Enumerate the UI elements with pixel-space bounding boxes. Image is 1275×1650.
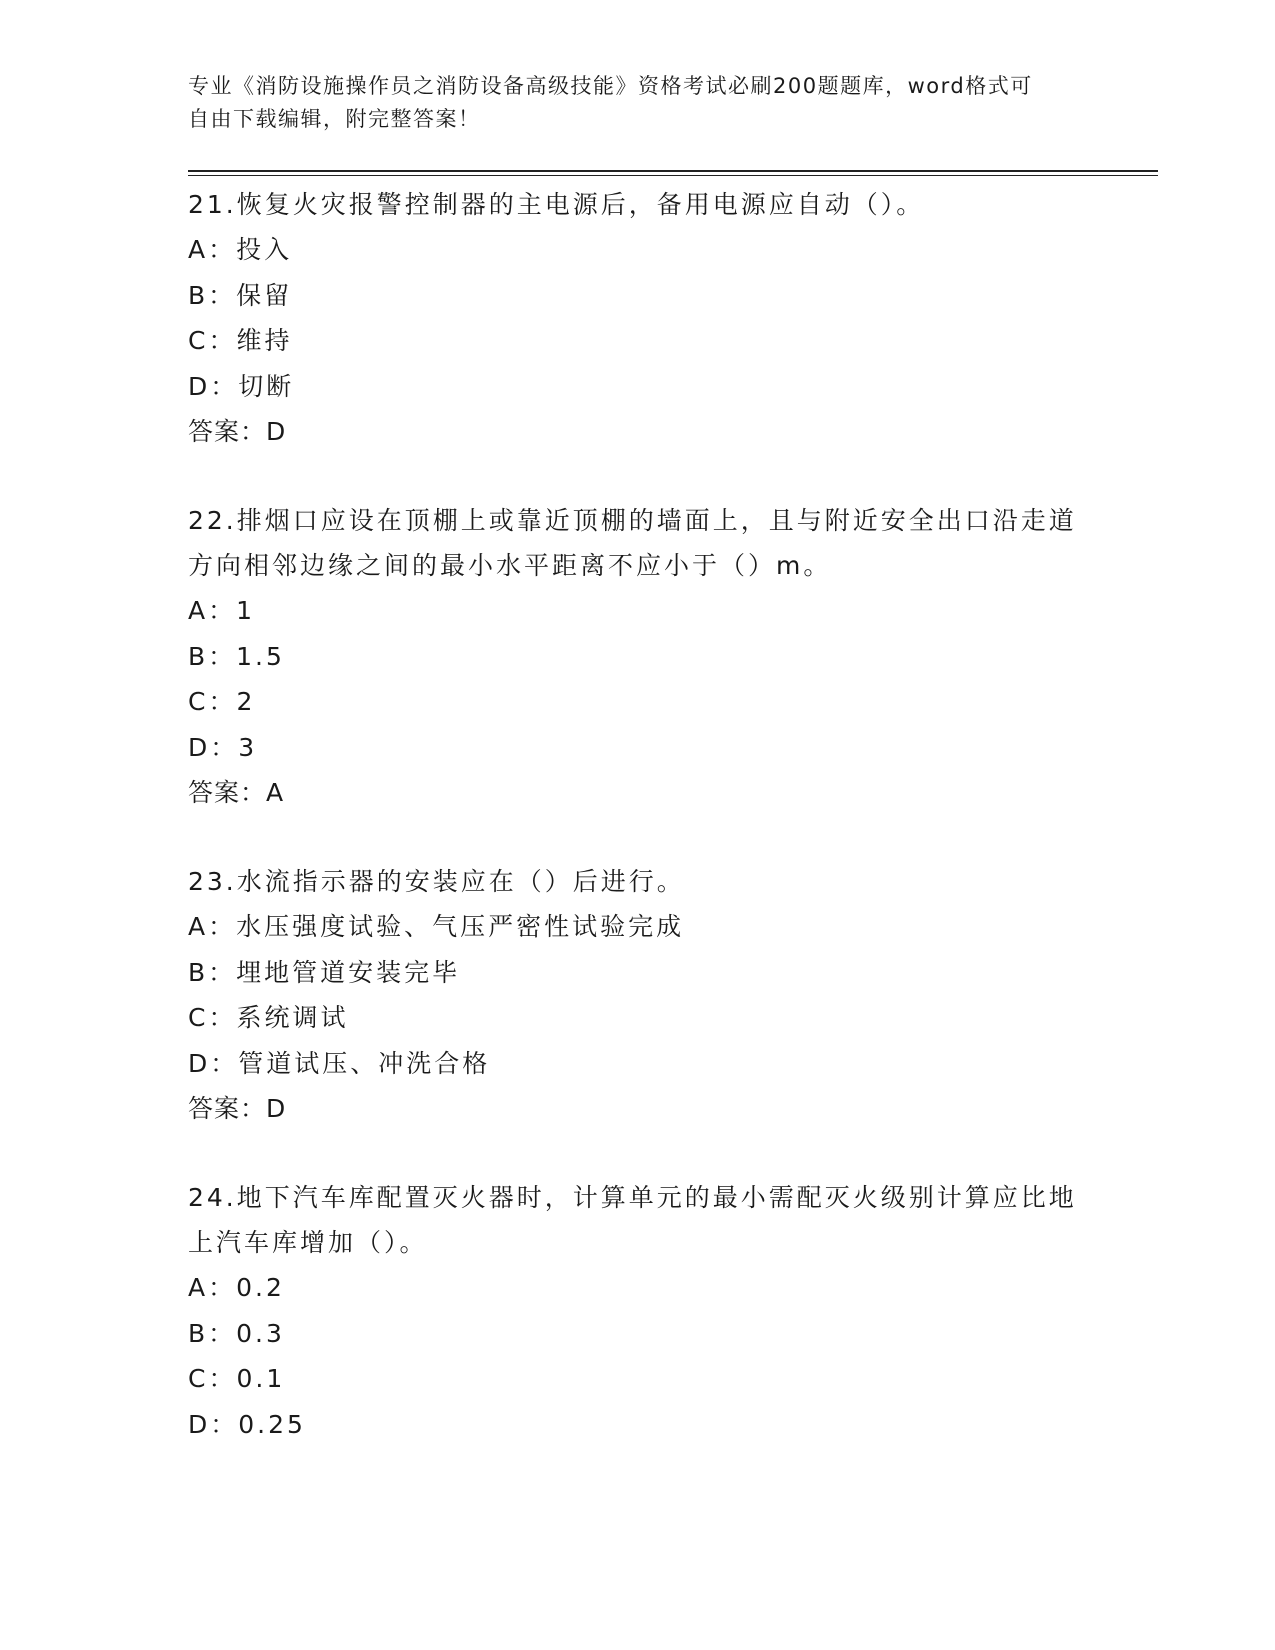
question-stem: 24.地下汽车库配置灭火器时，计算单元的最小需配灭火级别计算应比地上汽车库增加（）。 xyxy=(188,1183,1077,1257)
question-stem: 23.水流指示器的安装应在（）后进行。 xyxy=(188,867,685,896)
option-d xyxy=(188,725,1158,771)
option-text: 切断 xyxy=(238,371,295,401)
question-22 xyxy=(188,498,1158,815)
option-a xyxy=(188,227,1158,273)
option-d xyxy=(188,1402,1158,1448)
option-text: 1.5 xyxy=(236,641,285,671)
option-text: 投入 xyxy=(236,235,293,264)
answer-line: 答案：D xyxy=(188,417,287,446)
option-text: 0.3 xyxy=(236,1318,285,1348)
option-text: 管道试压、冲洗合格 xyxy=(238,1048,491,1078)
option-key: C： xyxy=(188,687,237,716)
option-key: C： xyxy=(188,1003,237,1032)
option-key: A： xyxy=(188,235,237,264)
answer-line: 答案：A xyxy=(188,778,285,807)
option-key: D： xyxy=(188,732,239,762)
option-text: 埋地管道安装完毕 xyxy=(236,957,461,987)
option-text: 0.2 xyxy=(236,1273,285,1302)
question-list xyxy=(188,182,1158,1447)
option-text: 维持 xyxy=(236,326,293,355)
option-c xyxy=(188,318,1158,364)
option-c xyxy=(188,995,1158,1041)
question-stem: 22.排烟口应设在顶棚上或靠近顶棚的墙面上，且与附近安全出口沿走道方向相邻边缘之间的最小水平距离不应小于（）m。 xyxy=(188,506,1077,580)
option-key: A： xyxy=(188,596,237,625)
option-key: C： xyxy=(188,326,237,355)
question-23 xyxy=(188,859,1158,1131)
option-b xyxy=(188,950,1158,996)
question-stem: 21.恢复火灾报警控制器的主电源后，备用电源应自动（）。 xyxy=(188,190,925,219)
option-text: 0.1 xyxy=(236,1364,286,1393)
option-c xyxy=(188,679,1158,725)
option-a xyxy=(188,588,1158,634)
option-d xyxy=(188,1041,1158,1087)
option-key: B： xyxy=(188,957,237,987)
option-text: 3 xyxy=(238,732,258,762)
option-text: 2 xyxy=(236,687,256,716)
option-key: D： xyxy=(188,1048,239,1078)
option-text: 水压强度试验、气压严密性试验完成 xyxy=(236,912,685,941)
option-key: B： xyxy=(188,641,237,671)
option-text: 0.25 xyxy=(238,1409,306,1439)
option-text: 1 xyxy=(236,596,256,625)
option-text: 保留 xyxy=(236,280,293,310)
option-b xyxy=(188,634,1158,680)
question-24 xyxy=(188,1175,1158,1447)
option-key: B： xyxy=(188,1318,237,1348)
option-key: B： xyxy=(188,280,237,310)
option-d xyxy=(188,364,1158,410)
option-key: A： xyxy=(188,912,237,941)
answer-line: 答案：D xyxy=(188,1094,287,1123)
option-b xyxy=(188,1311,1158,1357)
option-c xyxy=(188,1356,1158,1402)
option-key: C： xyxy=(188,1364,237,1393)
document-header: 专业《消防设施操作员之消防设备高级技能》资格考试必刷200题题库，word格式可自由下载编辑，附完整答案！ xyxy=(188,74,1033,131)
question-21 xyxy=(188,182,1158,454)
option-text: 系统调试 xyxy=(236,1003,349,1032)
option-a xyxy=(188,1265,1158,1311)
option-a xyxy=(188,904,1158,950)
option-key: A： xyxy=(188,1273,237,1302)
document-page xyxy=(188,70,1158,1491)
option-key: D： xyxy=(188,371,239,401)
option-key: D： xyxy=(188,1409,239,1439)
option-b xyxy=(188,273,1158,319)
header-divider xyxy=(188,170,1158,176)
